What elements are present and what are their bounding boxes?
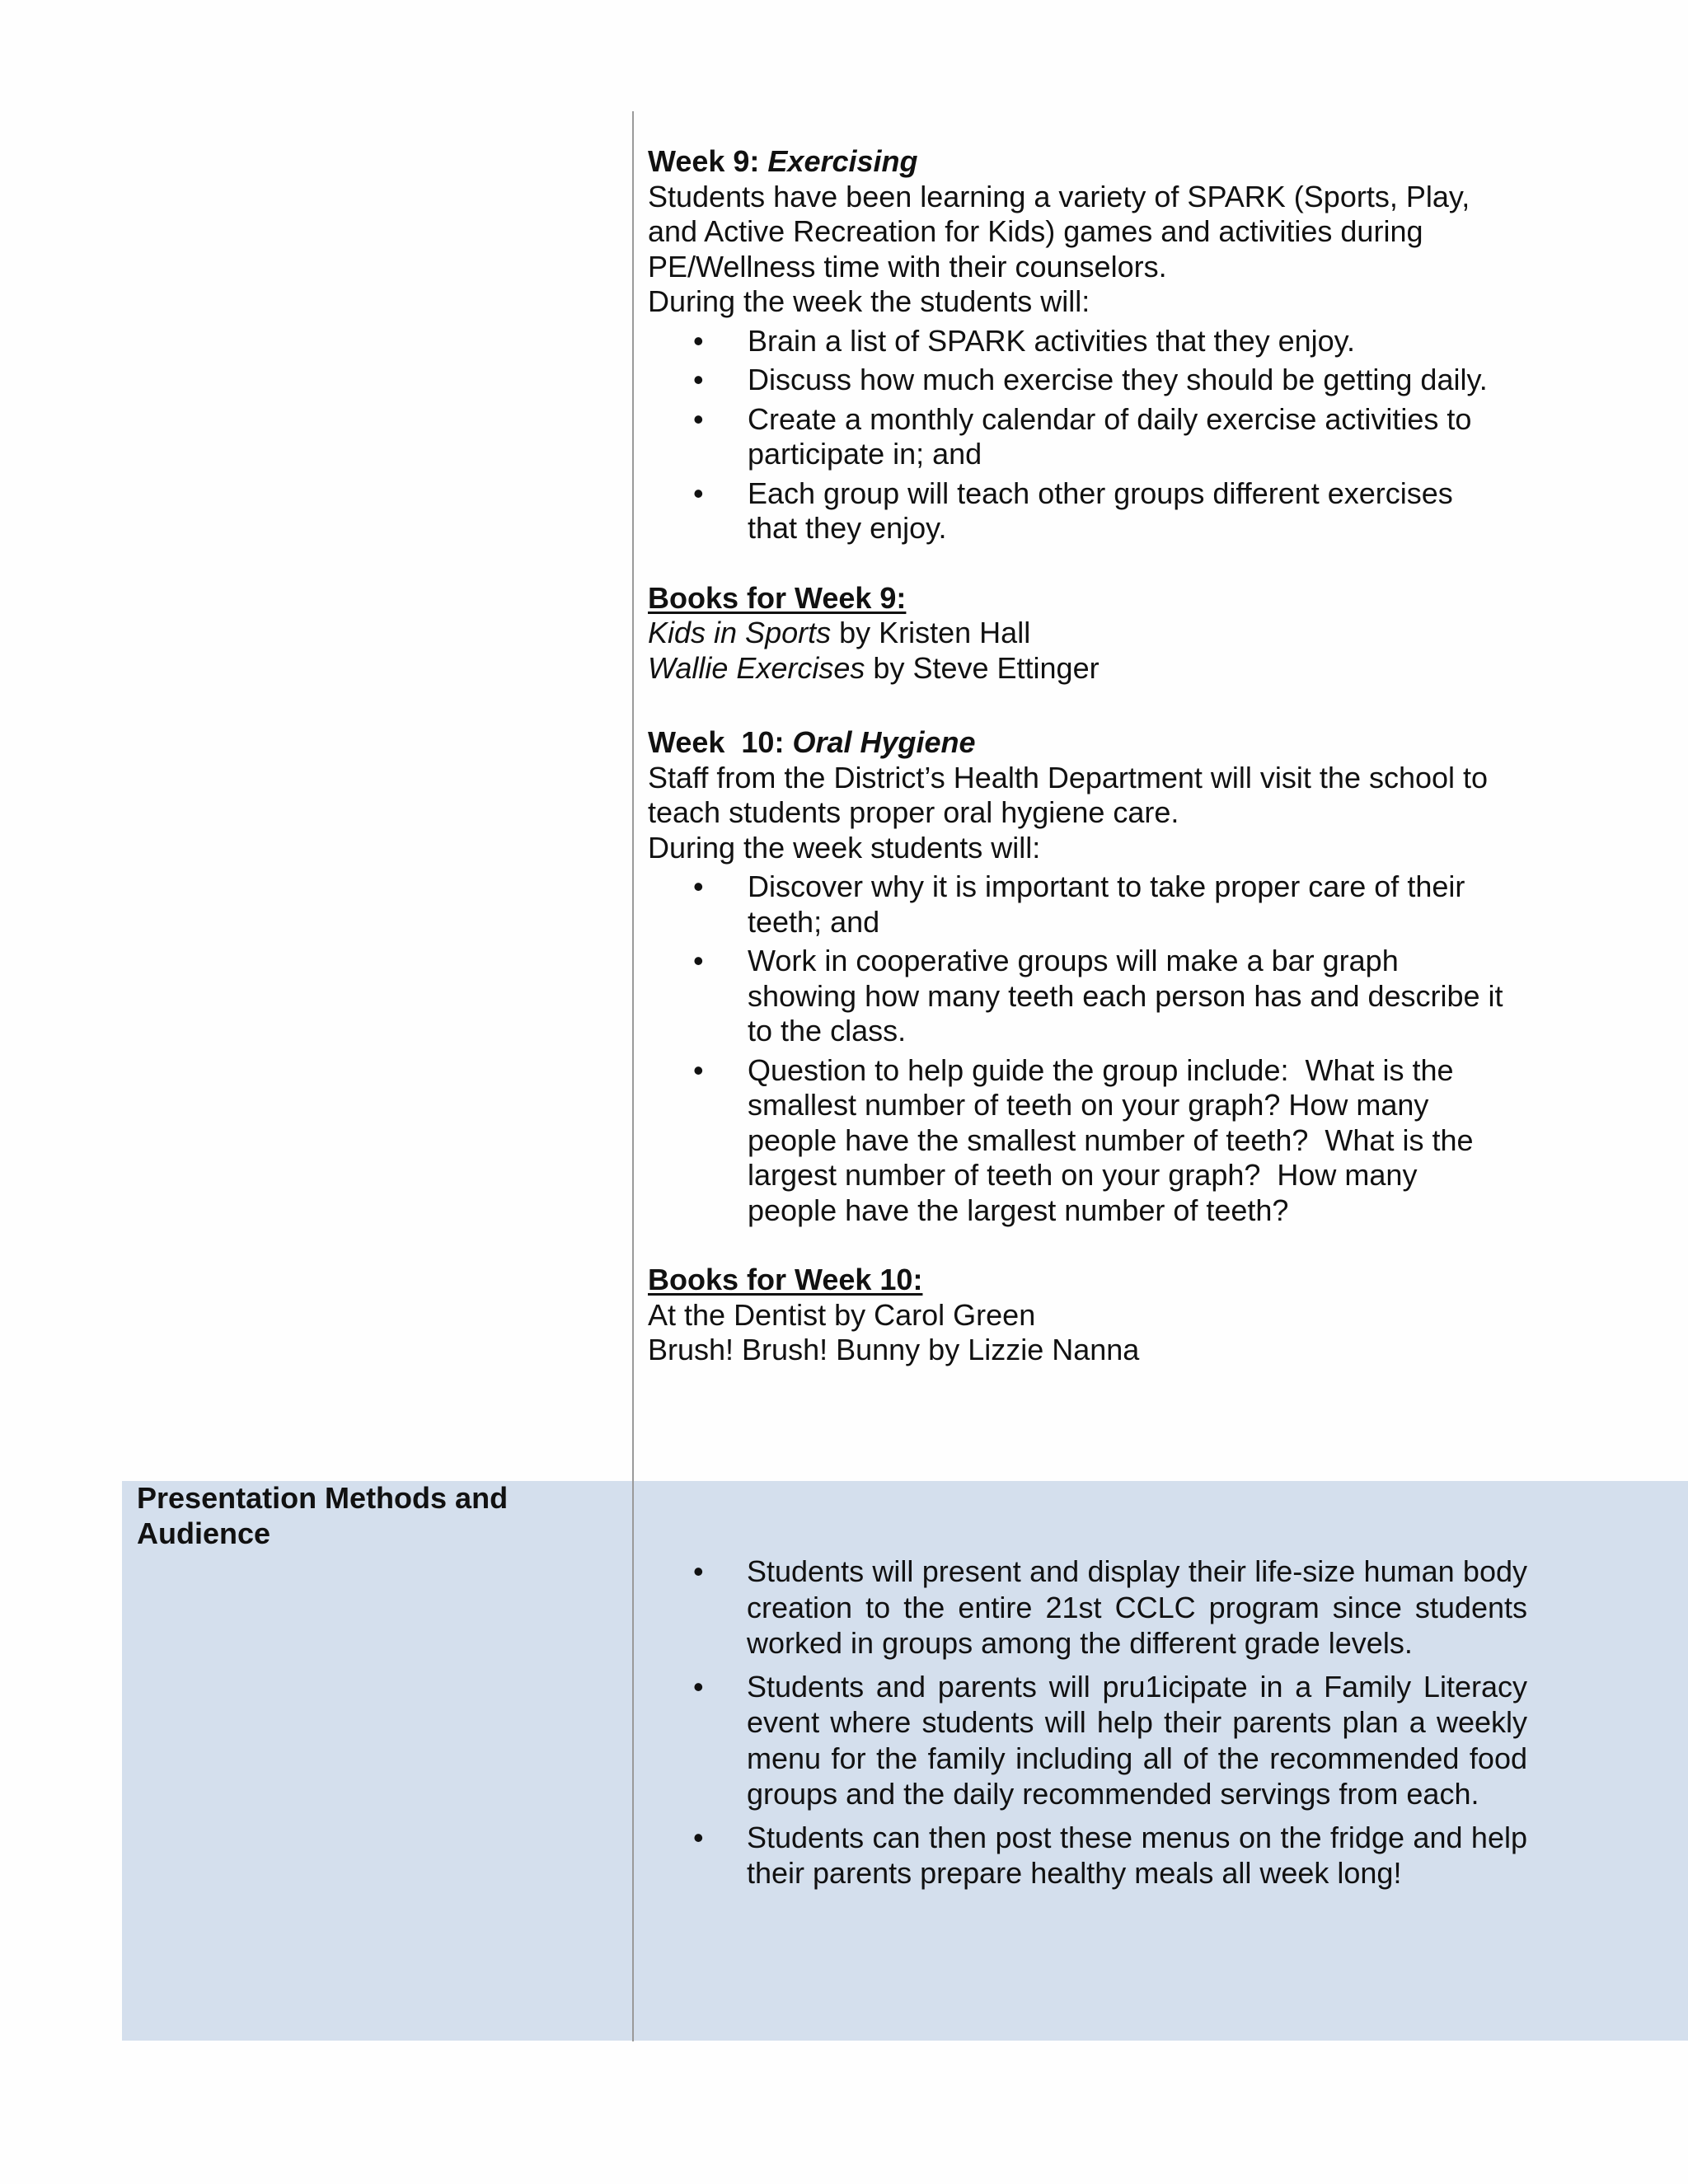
list-item: • Create a monthly calendar of daily exercise activities to participate in; and xyxy=(648,402,1554,472)
column-divider xyxy=(632,1481,634,2041)
presentation-list xyxy=(648,1554,1527,1891)
week9-heading: Week 9: Exercising xyxy=(648,144,918,178)
activities-cell xyxy=(648,144,1554,1368)
presentation-label: Presentation Methods and Audience xyxy=(137,1481,509,1550)
list-item: • Work in cooperative groups will make a bar graph showing how many teeth each person has and describe it to the class. xyxy=(648,944,1554,1049)
week10-intro-line: During the week students will: xyxy=(648,830,1041,865)
list-item: • Students and parents will pru1icipate in a Family Literacy event where students will help their parents plan a weekly menu for the family including all of the recommended food groups and the daily recommended servings from each. xyxy=(648,1669,1527,1812)
list-item: • Discover why it is important to take proper care of their teeth; and xyxy=(648,869,1554,940)
book-entry: Wallie Exercises by Steve Ettinger xyxy=(648,650,1100,685)
week10-intro-line: Staff from the District’s Health Department will visit the school to xyxy=(648,760,1489,794)
list-item: • Students will present and display their life-size human body creation to the entire 21st CCLC program since students worked in groups among the different grade levels. xyxy=(648,1554,1527,1661)
week9-activity-list xyxy=(648,324,1554,546)
week10-section xyxy=(648,725,1554,1368)
week9-intro-line: PE/Wellness time with their counselors. xyxy=(648,249,1167,284)
week9-intro-line: and Active Recreation for Kids) games and activities during xyxy=(648,214,1423,248)
week9-books-heading: Books for Week 9: xyxy=(648,580,907,615)
list-item: • Discuss how much exercise they should be getting daily. xyxy=(648,363,1554,398)
list-item: • Each group will teach other groups different exercises that they enjoy. xyxy=(648,476,1554,546)
book-entry: At the Dentist by Carol Green xyxy=(648,1297,1036,1332)
list-item: • Brain a list of SPARK activities that they enjoy. xyxy=(648,324,1554,359)
week9-intro-line: During the week the students will: xyxy=(648,284,1090,318)
book-entry: Kids in Sports by Kristen Hall xyxy=(648,616,1031,649)
week9-intro-line: Students have been learning a variety of SPARK (Sports, Play, xyxy=(648,179,1470,213)
list-item: • Question to help guide the group include: What is the smallest number of teeth on your graph? How many people have the smallest number of teeth? What is the largest number of teeth on your graph? How many people have the largest number of teeth? xyxy=(648,1053,1554,1229)
week10-intro-line: teach students proper oral hygiene care. xyxy=(648,795,1179,829)
book-entry: Brush! Brush! Bunny by Lizzie Nanna xyxy=(648,1333,1140,1366)
week10-activity-list xyxy=(648,869,1554,1228)
week10-heading: Week 10: Oral Hygiene xyxy=(648,725,976,759)
list-item: • Students can then post these menus on the fridge and help their parents prepare healthy meals all week long! xyxy=(648,1820,1527,1891)
week9-section xyxy=(648,144,1554,686)
week10-books-heading: Books for Week 10: xyxy=(648,1263,923,1296)
presentation-cell xyxy=(648,1554,1527,1899)
